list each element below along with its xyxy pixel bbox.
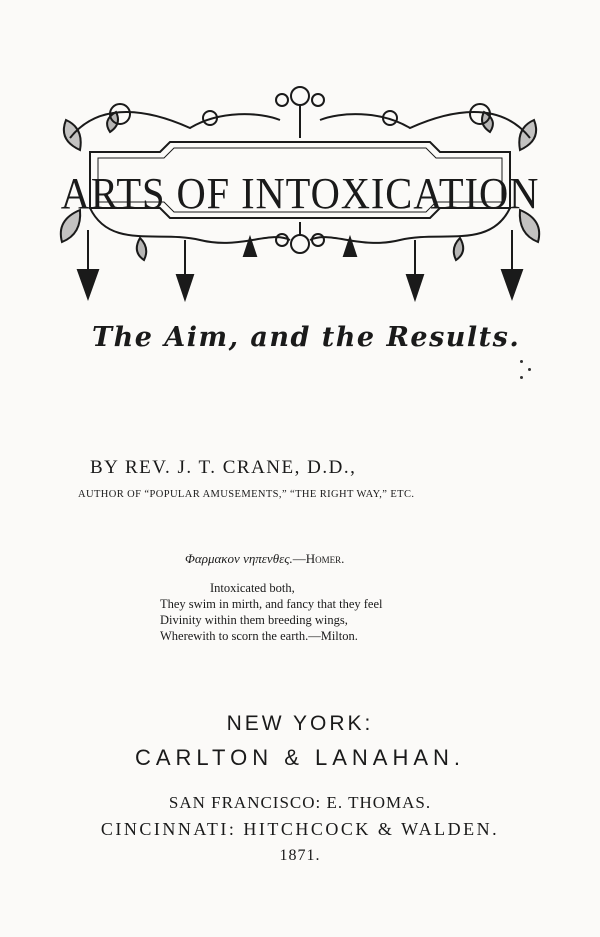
book-subtitle: The Aim, and the Results. — [92, 322, 521, 353]
greek-source: —Homer. — [292, 551, 345, 566]
author-note: AUTHOR OF “POPULAR AMUSEMENTS,” “THE RIGHT WAY,” ETC. — [78, 489, 415, 500]
poem-line: Divinity within them breeding wings, — [160, 613, 348, 627]
book-title: ARTS OF INTOXICATION — [60, 169, 540, 218]
epigraph-poem — [160, 580, 383, 644]
epigraph-greek — [185, 551, 344, 567]
poem-line: Intoxicated both, — [210, 581, 295, 595]
greek-quote: Φαρμακον νηπενθες. — [185, 551, 293, 566]
publisher-city: NEW YORK: — [226, 712, 374, 735]
author-line: BY REV. J. T. CRANE, D.D., — [90, 457, 357, 478]
poem-line: They swim in mirth, and fancy that they feel — [160, 597, 383, 611]
publisher-san-francisco: SAN FRANCISCO: E. THOMAS. — [168, 793, 432, 812]
publisher-name: CARLTON & LANAHAN. — [134, 745, 466, 770]
poem-line: Wherewith to scorn the earth.—Milton. — [160, 629, 358, 643]
publisher-cincinnati: CINCINNATI: HITCHCOCK & WALDEN. — [100, 819, 500, 839]
ink-speck — [520, 360, 523, 363]
ink-speck — [520, 376, 523, 379]
publication-year: 1871. — [279, 847, 321, 864]
ink-speck — [528, 368, 531, 371]
